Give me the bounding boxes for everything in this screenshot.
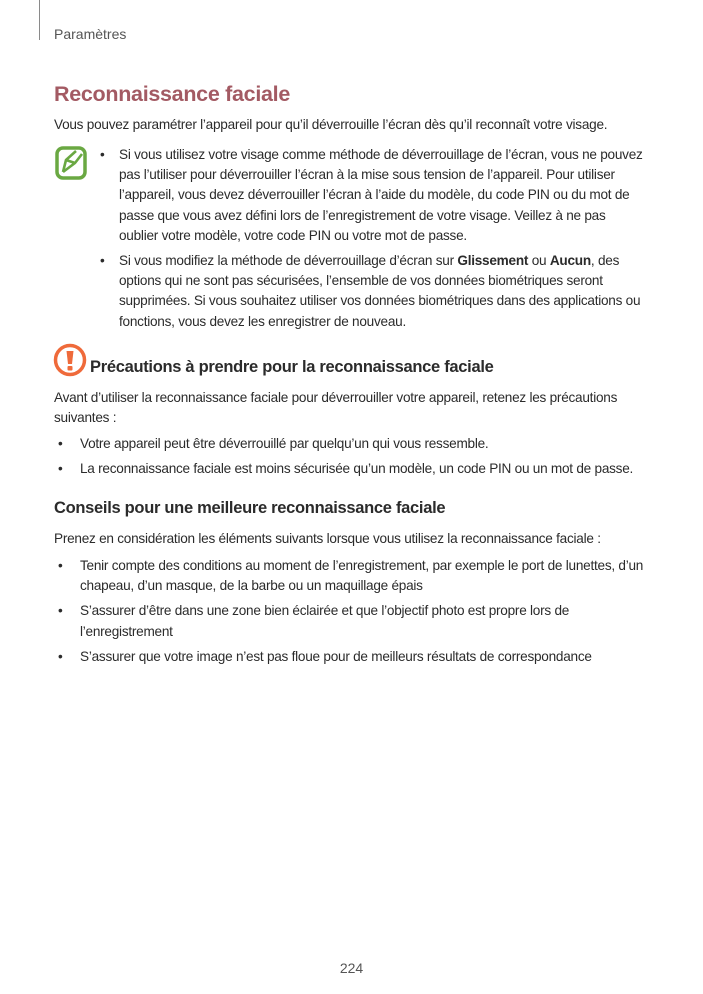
bullet-icon: •	[58, 603, 63, 619]
note-item: • Si vous utilisez votre visage comme méthode de déverrouillage de l’écran, vous ne pouvez pas l’utiliser pour déverrouiller l’écran à la mise sous tension de l’appareil. Pour utiliser l’appareil, vous devez déverrouiller l’écran à l’aide du modèle, du code PIN ou du mot de passe que vous avez défini lors de l’enregistrement de votre visage. Veillez à ne pas oublier votre modèle, votre code PIN ou votre mot de passe.	[100, 147, 643, 243]
page-title: Reconnaissance faciale	[54, 82, 290, 106]
intro-text: Vous pouvez paramétrer l’appareil pour qu’il déverrouille l’écran dès qu’il reconnaît votre visage.	[54, 117, 608, 132]
precautions-intro: Avant d’utiliser la reconnaissance faciale pour déverrouiller votre appareil, retenez les précautions suivantes :	[54, 390, 618, 426]
bullet-icon: •	[58, 461, 63, 477]
note-item: • Si vous modifiez la méthode de déverrouillage d’écran sur Glissement ou Aucun, des options qui ne sont pas sécurisées, l’ensemble de vos données biométriques seront supprimées. Si vous souhaitez utiliser vos données biométriques dans des applications ou fonctions, vous devez les enregistrer de nouveau.	[100, 253, 641, 329]
list-item: • La reconnaissance faciale est moins sécurisée qu’un modèle, un code PIN ou un mot de passe.	[54, 459, 654, 479]
list-item: • Votre appareil peut être déverrouillé par quelqu’un qui vous ressemble.	[54, 434, 654, 454]
bullet-icon: •	[58, 436, 63, 451]
header-divider	[39, 0, 40, 40]
list-item: • S’assurer que votre image n’est pas floue pour de meilleurs résultats de correspondance	[54, 647, 654, 667]
option-aucun: Aucun	[549, 253, 591, 269]
list-item: • S’assurer d’être dans une zone bien éclairée et que l’objectif photo est propre lors de l’enregistrement	[58, 603, 570, 639]
list-item: • Tenir compte des conditions au moment de l’enregistrement, par exemple le port de lunettes, d’un chapeau, d’un masque, de la barbe ou un maquillage épais	[58, 558, 644, 594]
bullet-icon: •	[58, 648, 63, 664]
precautions-heading: Précautions à prendre pour la reconnaissance faciale	[90, 358, 494, 376]
tips-list	[54, 556, 654, 672]
tips-intro: Prenez en considération les éléments suivants lorsque vous utilisez la reconnaissance faciale :	[54, 531, 601, 546]
bullet-icon: •	[100, 147, 105, 162]
warning-exclamation-icon	[53, 343, 87, 377]
page-number: 224	[339, 960, 364, 976]
note-box	[100, 145, 645, 337]
bullet-icon: •	[58, 558, 63, 573]
precautions-list	[54, 434, 654, 484]
section-header: Paramètres	[54, 26, 127, 42]
tips-heading: Conseils pour une meilleure reconnaissance faciale	[54, 499, 446, 517]
note-pencil-icon	[55, 146, 87, 180]
bullet-icon: •	[100, 253, 105, 269]
option-glissement: Glissement	[457, 253, 529, 269]
